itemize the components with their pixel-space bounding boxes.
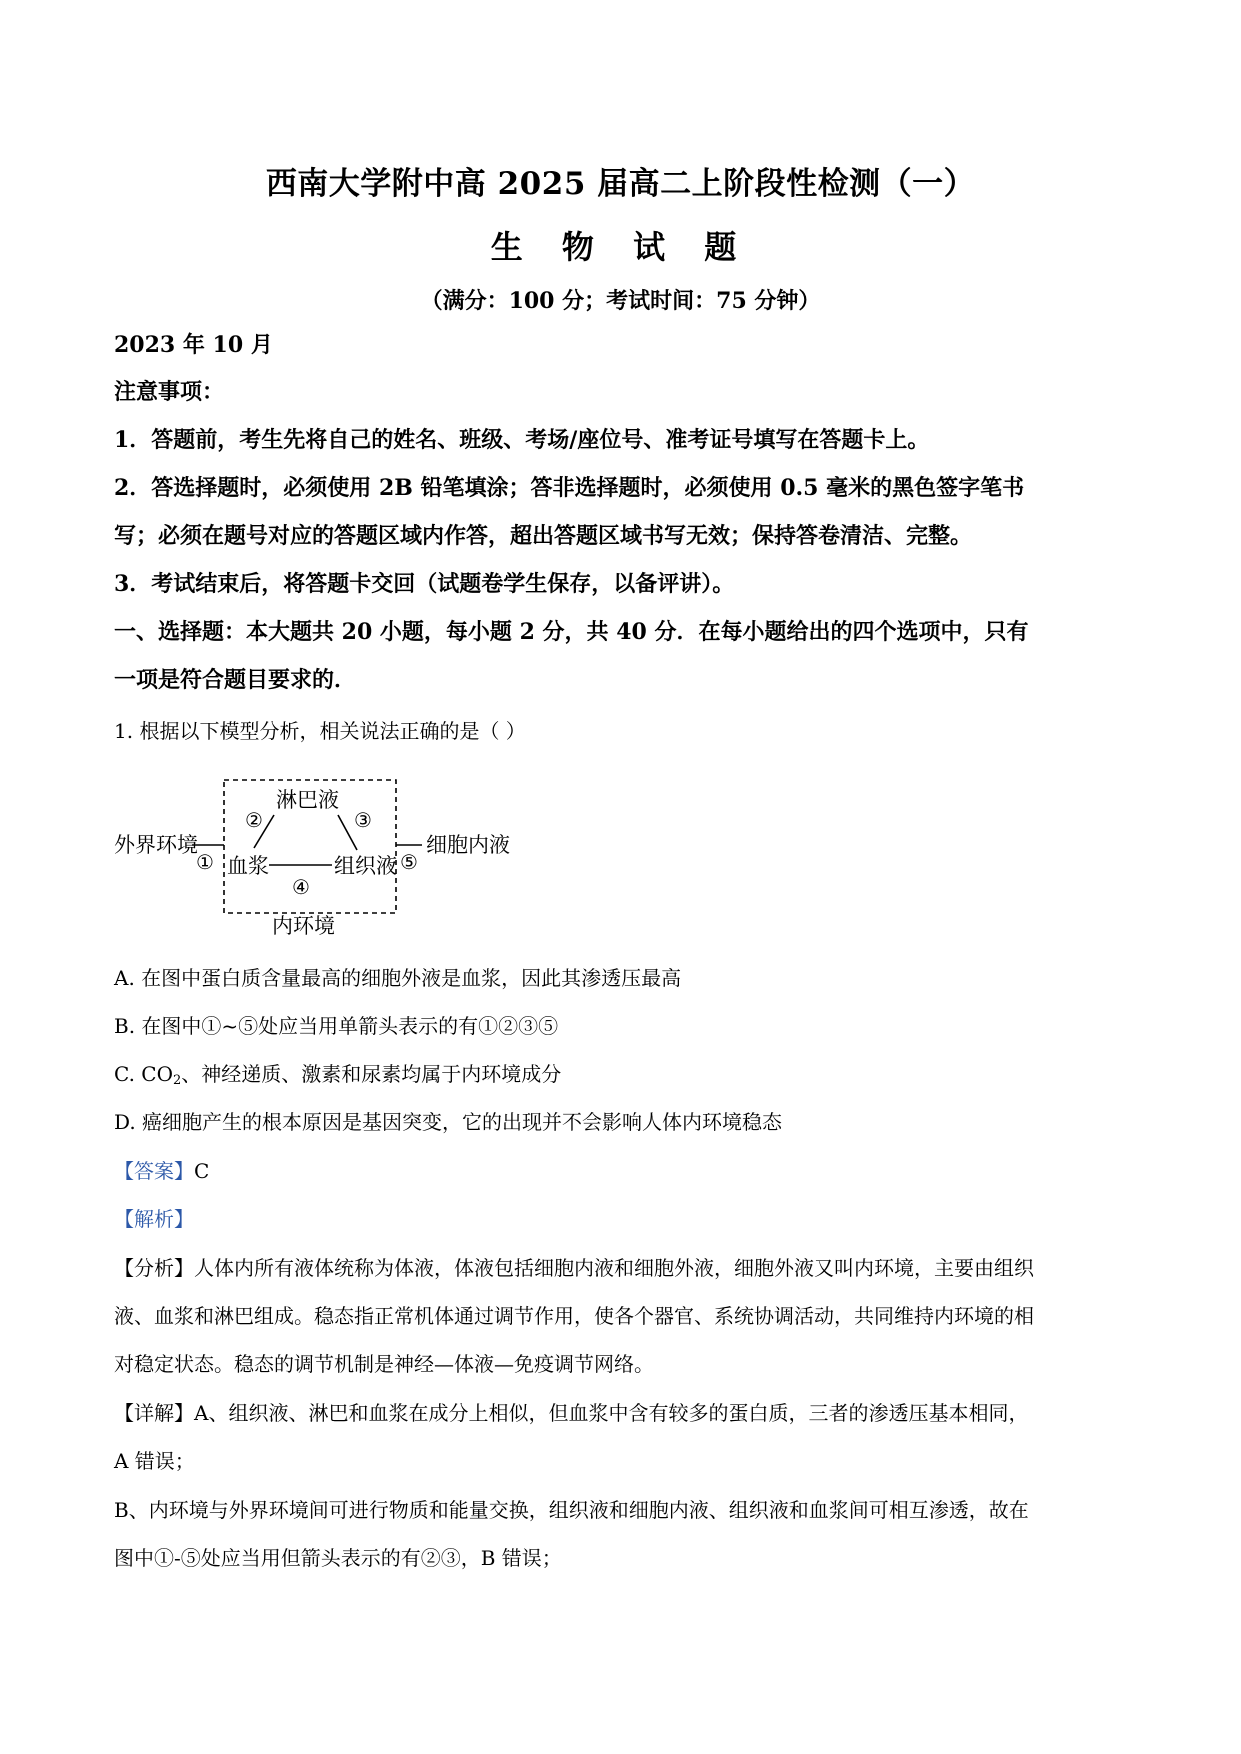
notice-item: 1．答题前，考生先将自己的姓名、班级、考场/座位号、准考证号填写在答题卡上。 (114, 427, 930, 453)
option-c-rest: 、神经递质、激素和尿素均属于内环境成分 (181, 1062, 562, 1086)
answer-label: 【答案】 (114, 1159, 194, 1183)
option-c (114, 1059, 1134, 1096)
option-c-prefix: C. CO (114, 1062, 174, 1086)
analysis-label: 【解析】 (114, 1207, 194, 1231)
exam-date: 2023 年 10 月 (114, 332, 273, 358)
detail-line: 图中①-⑤处应当用但箭头表示的有②③，B 错误； (114, 1546, 562, 1570)
option-a: A. 在图中蛋白质含量最高的细胞外液是血浆，因此其渗透压最高 (114, 966, 682, 990)
section-heading-cont: 一项是符合题目要求的． (114, 667, 357, 693)
internal-environment-diagram (114, 770, 514, 945)
analysis-line (114, 1253, 1134, 1283)
marker-1: ① (196, 850, 214, 874)
exam-meta: （满分：100 分；考试时间：75 分钟） (420, 288, 821, 314)
answer-line (114, 1156, 1134, 1186)
notice-item: 2．答选择题时，必须使用 2B 铅笔填涂；答非选择题时，必须使用 0.5 毫米的黑色签字笔书 (114, 475, 1025, 501)
exam-title: 西南大学附中高 2025 届高二上阶段性检测（一） (265, 166, 976, 202)
analysis-line: 对稳定状态。稳态的调节机制是神经—体液—免疫调节网络。 (114, 1352, 654, 1376)
label-intracellular: 细胞内液 (426, 833, 510, 857)
marker-4: ④ (292, 875, 310, 899)
subject-title: 生 物 试 题 (490, 228, 751, 266)
marker-5: ⑤ (400, 850, 418, 874)
notice-heading: 注意事项： (114, 379, 225, 405)
xiangjie-label: 【详解】 (114, 1401, 194, 1425)
option-c-subscript: 2 (173, 1073, 182, 1088)
notice-item: 写；必须在题号对应的答题区域内作答，超出答题区域书写无效；保持答卷清洁、完整。 (114, 523, 973, 549)
option-b: B. 在图中①~⑤处应当用单箭头表示的有①②③⑤ (114, 1014, 559, 1038)
detail-line: A 错误； (114, 1449, 195, 1473)
label-tissue-fluid: 组织液 (334, 854, 397, 878)
answer-value: C (194, 1159, 210, 1183)
label-lymph: 淋巴液 (276, 788, 339, 812)
section-heading: 一、选择题：本大题共 20 小题，每小题 2 分，共 40 分．在每小题给出的四个选项中，只有 (114, 619, 1029, 645)
option-d: D. 癌细胞产生的根本原因是基因突变，它的出现并不会影响人体内环境稳态 (114, 1110, 783, 1134)
fenxi-text: 人体内所有液体统称为体液，体液包括细胞内液和细胞外液，细胞外液又叫内环境，主要由组织 (194, 1256, 1034, 1280)
marker-3: ③ (354, 808, 372, 832)
detail-line (114, 1398, 1134, 1428)
label-internal-env: 内环境 (272, 914, 335, 938)
label-plasma: 血浆 (227, 854, 269, 878)
question-stem: 1. 根据以下模型分析，相关说法正确的是（ ） (114, 719, 526, 743)
detail-line: B、内环境与外界环境间可进行物质和能量交换，组织液和细胞内液、组织液和血浆间可相互渗透，故在 (114, 1498, 1029, 1522)
fenxi-label: 【分析】 (114, 1256, 194, 1280)
marker-2: ② (245, 808, 263, 832)
notice-item: 3．考试结束后，将答题卡交回（试题卷学生保存，以备评讲）。 (114, 571, 735, 597)
analysis-line: 液、血浆和淋巴组成。稳态指正常机体通过调节作用，使各个器官、系统协调活动，共同维持内环境的相 (114, 1304, 1034, 1328)
xiangjie-text: A、组织液、淋巴和血浆在成分上相似，但血浆中含有较多的蛋白质，三者的渗透压基本相同， (194, 1401, 1029, 1425)
label-outer-env: 外界环境 (114, 833, 198, 857)
